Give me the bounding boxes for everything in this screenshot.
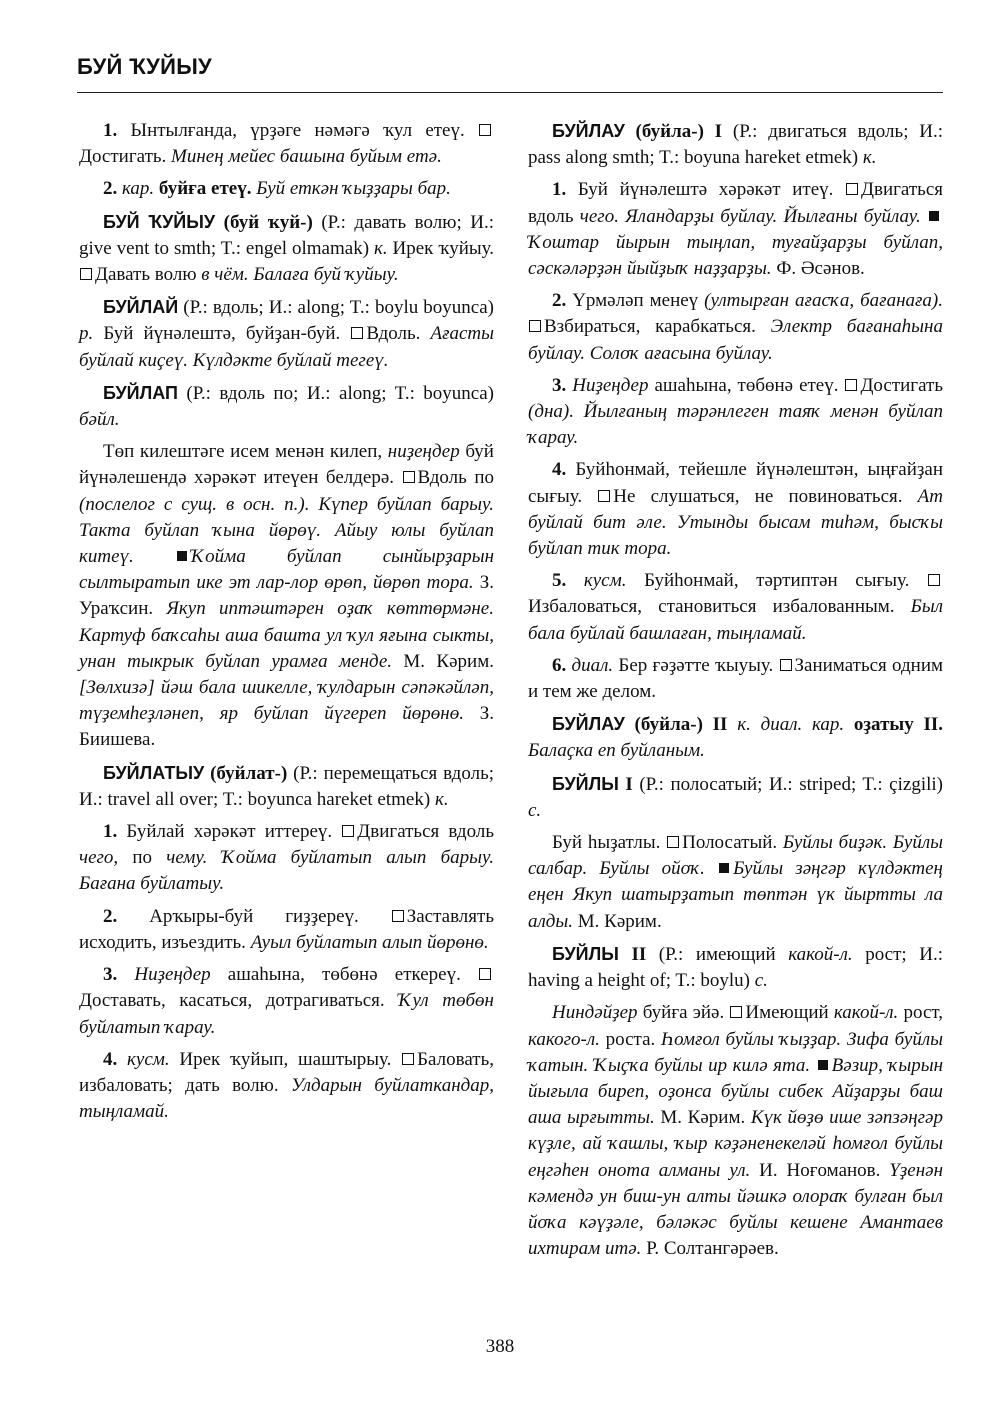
entry-paragraph: 3. Ниҙеңдер ашаһына, төбөнә етеү. Достигать (дна). Йылғаның тәрәнлеген таяҡ менән буйлап ҡарау. [528,374,944,449]
square-marker-icon [818,1060,828,1070]
box-marker-icon [845,379,857,391]
page-number: 388 [485,1336,515,1357]
entry-headword-paragraph: БУЙЛЫ II (Р.: имеющий какой-л. рост; И.: having a height of; T.: boylu) с. [528,943,943,992]
right-column [528,118,943,1262]
entry-paragraph: 4. кусм. Ирек ҡуйып, шаштырыу. Баловать, избаловать; дать волю. Улдарын буйлаткандар, тыңламай. [79,1048,494,1123]
box-marker-icon [402,1053,414,1065]
entry-paragraph: 6. диал. Бер ғәҙәтте ҡыуыу. Заниматься одним и тем же делом. [528,654,944,703]
entry-paragraph: 2. кар. буйға етеү. Буй еткән ҡыҙҙары бар. [103,178,451,200]
entry-headword-paragraph: БУЙЛАЙ (Р.: вдоль; И.: along; T.: boylu boyunca) р. Буй йүнәлештә, буйҙан-буй. Вдоль. Ағасты буйлай киҫеү. Күлдәкте буйлай тегеү. [79,297,495,371]
running-head: БУЙ ҠУЙЫУ [77,54,213,79]
left-column [79,118,494,1125]
entry-paragraph: Буй һыҙатлы. Полосатый. Буйлы биҙәк. Буйлы салбар. Буйлы ойоҡ. Буйлы зәңгәр күлдәктең еңен Якуп шатырҙатып төптән үк йыртты ла алды. М. Кәрим. [528,832,943,932]
entry-paragraph: 5. кусм. Буйһонмай, тәртиптән сығыу. Избаловаться, становиться избалованным. Был бала буйлай башлаған, тыңламай. [528,570,943,644]
entry-paragraph: 1. Буй йүнәлештә хәрәкәт итеү. Двигаться вдоль чего. Яландарҙы буйлау. Йылғаны буйлау. Ҡоштар йырын тыңлап, туғайҙарҙы буйлап, сәскәләрҙән йыйҙыҡ наҙҙарҙы. Ф. Әсәнов. [528,179,943,280]
box-marker-icon [80,268,92,280]
box-marker-icon [392,910,404,922]
box-marker-icon [479,124,491,136]
entry-paragraph: 3. Ниҙеңдер ашаһына, төбөнә еткереү. Доставать, касаться, дотрагиваться. Ҡул төбөн буйлатып ҡарау. [79,964,494,1038]
box-marker-icon [846,183,858,195]
square-marker-icon [177,551,187,561]
entry-headword-paragraph: БУЙ ҠУЙЫУ (буй ҡуй-) (Р.: давать волю; И.: give vent to smth; T.: engel olmamak) к. Ирек ҡуйыу. Давать волю в чём. Балаға буй ҡуйыу. [79,211,495,286]
entry-paragraph: 4. Буйһонмай, тейешле йүнәлештән, ыңғайҙан сығыу. Не слушаться, не повиноваться. Ат буйлай бит әле. Утынды бысам тиһәм, бысҡы буйлап тик тора. [528,459,943,560]
header-rule [77,92,943,93]
entry-headword-paragraph: БУЙЛАУ (буйла-) I (Р.: двигаться вдоль; И.: pass along smth; T.: boyuna hareket etmek) к. [528,121,944,169]
box-marker-icon [730,1006,742,1018]
box-marker-icon [351,327,363,339]
entry-headword-paragraph: БУЙЛАП (Р.: вдоль по; И.: along; T.: boyunca) бәйл. [79,382,494,431]
box-marker-icon [479,968,491,980]
entry-paragraph: Ниндәйҙер буйға эйә. Имеющий какой-л. рост, какого-л. роста. Һомғол буйлы ҡыҙҙар. Зифа буйлы ҡатын. Ҡыҫҡа буйлы ир килә ята. Вәзир, ҡырын йығыла биреп, оҙонса буйлы сибек Айҙарҙы баш аша ырғытты. М. Кәрим. Күк йөҙө ише зәпзәңгәр күҙле, ай ҡашлы, ҡыр кәҙәненекеләй һомғол буйлы еңгәһен онота алманы ул. И. Ноғоманов. Үҙенән кәмендә ун биш-ун алты йәшкә олораҡ булған был йоҡа кәүҙәле, бәләкәс буйлы кешене Амантаев ихтирам итә. Р. Солтангәрәев. [528,1002,944,1260]
square-marker-icon [719,863,729,873]
box-marker-icon [667,836,679,848]
box-marker-icon [403,471,415,483]
entry-paragraph: 1. Буйлай хәрәкәт иттереү. Двигаться вдоль чего, по чему. Ҡойма буйлатып алып барыу. Бағана буйлатыу. [79,821,494,895]
box-marker-icon [780,659,792,671]
entry-paragraph: 1. Ынтылғанда, үрҙәге нәмәгә ҡул етеү. Достигать. Минең мейес башына буйым етә. [79,118,494,170]
entry-paragraph: 2. Үрмәләп менеү (ултырған ағасҡа, бағанаға). Взбираться, карабкаться. Электр бағанаһына буйлау. Солоҡ ағасына буйлау. [528,290,944,364]
entry-headword-paragraph: БУЙЛАТЫУ (буйлат-) (Р.: перемещаться вдоль; И.: travel all over; T.: boyunca hareket etmek) к. [79,762,495,810]
box-marker-icon [598,490,610,502]
box-marker-icon [342,825,354,837]
entry-headword-paragraph: БУЙЛАУ (буйла-) II к. диал. кар. оҙатыу II. Балаҫка еп буйланым. [528,714,944,762]
box-marker-icon [529,320,541,332]
box-marker-icon [928,574,940,586]
entry-paragraph: Төп килештәге исем менән килеп, ниҙеңдер буй йүнәлешендә хәрәкәт итеүен белдерә. Вдоль по (послелог с сущ. в осн. п.). Күпер буйлап барыу. Такта буйлап ҡына йөрөү. Айыу юлы буйлап китеү. Ҡойма буйлап сынйырҙарын сылтыратып ике эт лар-лор өрөп, йөрөп тора. З. Ураҡсин. Якуп иптәштәрен оҙаҡ көттөрмәне. Картуф баҡсаһы аша башта ул ҡул яғына сыкты, унан тыкрык буйлап урамға менде. М. Кәрим. [Зөлхизә] йәш бала шикелле, ҡулдарын сәпәкәйләп, түҙемһеҙләнеп, яр буйлап йүгереп йөрөнө. З. Биишева. [79,441,494,751]
entry-headword-paragraph: БУЙЛЫ I (Р.: полосатый; И.: striped; T.: çizgili) с. [528,773,943,821]
entry-paragraph: 2. Арҡыры-буй гиҙҙереү. Заставлять исходить, изъездить. Ауыл буйлатып алып йөрөнө. [79,905,494,953]
square-marker-icon [929,211,939,221]
